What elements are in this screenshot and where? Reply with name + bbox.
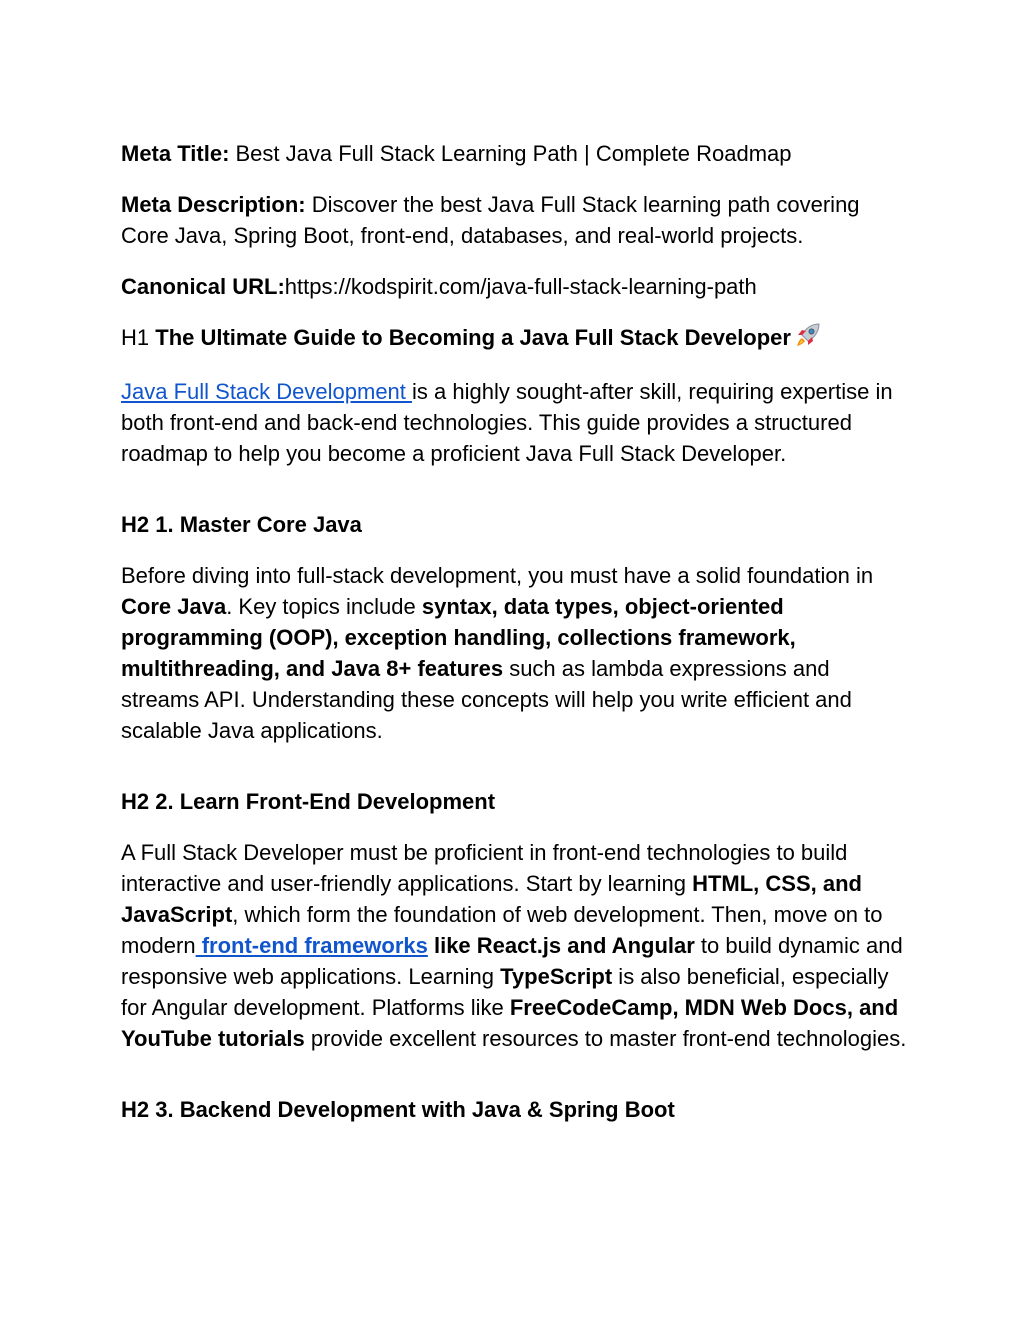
meta-title-line xyxy=(121,138,911,169)
meta-description-line xyxy=(121,189,911,251)
section3-heading xyxy=(121,1094,911,1125)
section1-paragraph xyxy=(121,560,911,746)
document-page xyxy=(121,138,911,1125)
section2-bold-3: TypeScript xyxy=(500,964,613,989)
section1-heading xyxy=(121,509,911,540)
section2-text-3: to build dynamic and responsive web applications. Learning xyxy=(121,933,903,989)
canonical-url-value: https://kodspirit.com/java-full-stack-learning-path xyxy=(284,274,757,299)
section2-paragraph xyxy=(121,837,911,1054)
section1-heading-text: H2 1. Master Core Java xyxy=(121,512,362,537)
section2-text-5: provide excellent resources to master front-end technologies. xyxy=(304,1026,907,1051)
meta-description-value: Discover the best Java Full Stack learning path covering Core Java, Spring Boot, front-end, databases, and real-world projects. xyxy=(121,192,860,248)
canonical-url-label: Canonical URL: xyxy=(121,274,285,299)
section2-text-2: , which form the foundation of web development. Then, move on to modern xyxy=(121,902,883,958)
section3-heading-text: H2 3. Backend Development with Java & Spring Boot xyxy=(121,1097,675,1122)
rocket-icon xyxy=(795,322,821,356)
canonical-url-line xyxy=(121,271,911,302)
section2-heading xyxy=(121,786,911,817)
section1-text-3: such as lambda expressions and streams API. Understanding these concepts will help you write efficient and scalable Java applications. xyxy=(121,656,852,743)
h1-title: The Ultimate Guide to Becoming a Java Full Stack Developer xyxy=(155,325,791,350)
meta-title-label: Meta Title: xyxy=(121,141,230,166)
java-full-stack-development-link[interactable]: Java Full Stack Development xyxy=(121,379,413,404)
h1-heading xyxy=(121,322,911,356)
section1-bold-1: Core Java xyxy=(121,594,227,619)
meta-description-label: Meta Description: xyxy=(121,192,306,217)
section2-text-1: A Full Stack Developer must be proficient in front-end technologies to build interactive and user-friendly applications. Start by learning xyxy=(121,840,848,896)
front-end-frameworks-link[interactable]: front-end frameworks xyxy=(195,933,428,958)
section2-text-4: is also beneficial, especially for Angular development. Platforms like xyxy=(121,964,889,1020)
meta-title-value: Best Java Full Stack Learning Path | Complete Roadmap xyxy=(229,141,792,166)
section2-bold-4: FreeCodeCamp, MDN Web Docs, and YouTube tutorials xyxy=(121,995,899,1051)
intro-text: is a highly sought-after skill, requiring expertise in both front-end and back-end technologies. This guide provides a structured roadmap to help you become a proficient Java Full Stack Developer. xyxy=(121,379,893,466)
section1-bold-2: syntax, data types, object-oriented programming (OOP), exception handling, collections framework, multithreading, and Java 8+ features xyxy=(121,594,796,681)
h1-tag: H1 xyxy=(121,325,156,350)
section1-text-2: . Key topics include xyxy=(226,594,422,619)
section2-heading-text: H2 2. Learn Front-End Development xyxy=(121,789,496,814)
section2-bold-2: like React.js and Angular xyxy=(427,933,695,958)
section1-text-1: Before diving into full-stack development, you must have a solid foundation in xyxy=(121,563,874,588)
section2-bold-1: HTML, CSS, and JavaScript xyxy=(121,871,862,927)
intro-paragraph xyxy=(121,376,911,469)
